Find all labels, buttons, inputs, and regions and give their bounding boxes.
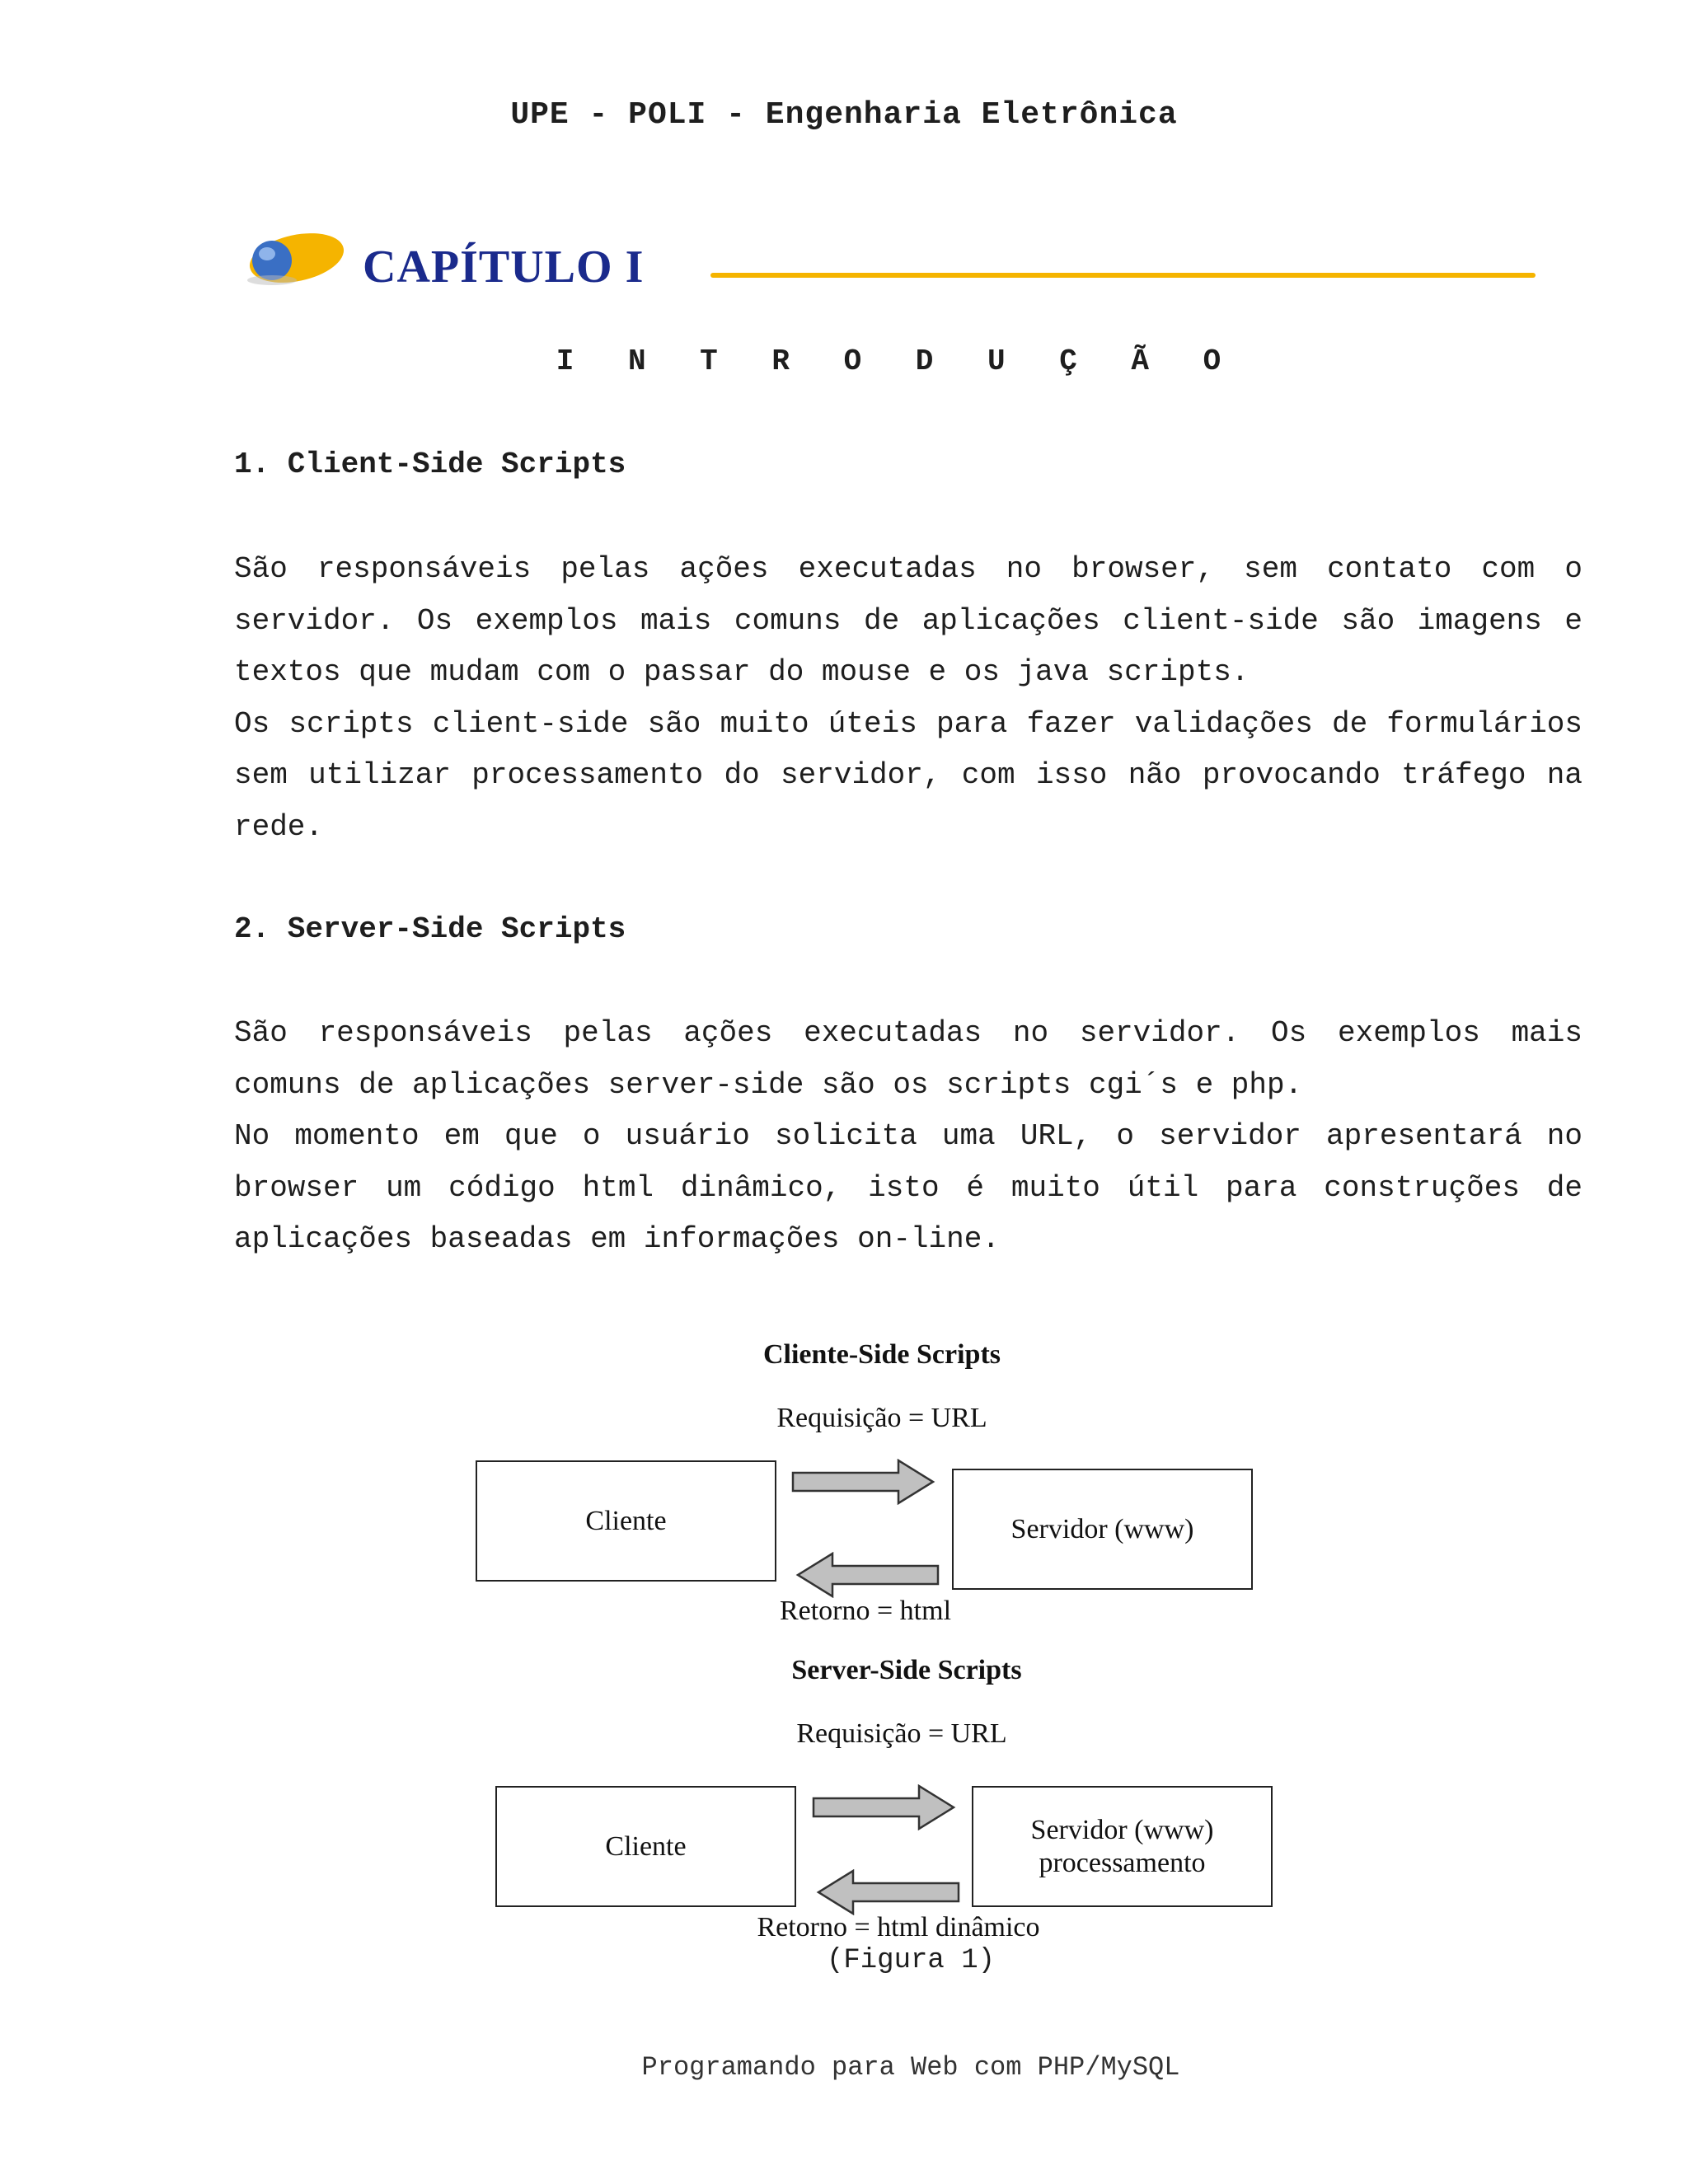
diagram1-client-box: Cliente — [476, 1460, 776, 1582]
section1-paragraph-1: São responsáveis pelas ações executadas no browser, sem contato com o servidor. Os exemplos mais comuns de aplicações client-side são imagens e textos que mudam com o passar do mouse e os java scripts. — [234, 552, 1582, 689]
diagram2-server-label-line2: processamento — [1039, 1847, 1206, 1878]
diagram2-request-arrow-icon — [812, 1784, 960, 1830]
diagram1-request-arrow-icon — [791, 1459, 940, 1505]
diagram2-return-arrow-icon — [812, 1869, 960, 1915]
section2-body — [234, 1008, 1582, 1266]
globe-swoosh-icon — [247, 226, 349, 291]
figure-caption: (Figura 1) — [826, 1945, 996, 1976]
section-heading-client-side: 1. Client-Side Scripts — [234, 448, 626, 481]
diagram1-request-label: Requisição = URL — [776, 1403, 987, 1433]
section2-paragraph-2: No momento em que o usuário solicita uma URL, o servidor apresentará no browser um código html dinâmico, isto é muito útil para construções de aplicações baseadas em informações on-line. — [234, 1119, 1582, 1256]
diagram2-server-label-line1: Servidor (www) — [1030, 1814, 1214, 1845]
diagram2-client-box: Cliente — [495, 1786, 796, 1907]
section-heading-server-side: 2. Server-Side Scripts — [234, 912, 626, 946]
chapter-title: CAPÍTULO I — [363, 241, 645, 293]
page-header: UPE - POLI - Engenharia Eletrônica — [510, 97, 1178, 133]
diagram2-server-box — [972, 1786, 1273, 1907]
section1-paragraph-2: Os scripts client-side são muito úteis para fazer validações de formulários sem utilizar processamento do servidor, com isso não provocando tráfego na rede. — [234, 706, 1582, 844]
diagram1-return-arrow-icon — [791, 1552, 940, 1598]
diagram1-return-label: Retorno = html — [779, 1596, 952, 1626]
diagram1-server-box: Servidor (www) — [952, 1469, 1253, 1590]
diagram2-return-label: Retorno = html dinâmico — [757, 1912, 1040, 1943]
section2-paragraph-1: São responsáveis pelas ações executadas no servidor. Os exemplos mais comuns de aplicações server-side são os scripts cgi´s e php. — [234, 1016, 1582, 1102]
diagram2-title: Server-Side Scripts — [791, 1655, 1022, 1685]
section1-body — [234, 544, 1582, 853]
intro-title: I N T R O D U Ç Ã O — [556, 344, 1240, 378]
diagram1-title: Cliente-Side Scripts — [762, 1339, 1001, 1370]
diagram2-request-label: Requisição = URL — [796, 1718, 1007, 1749]
page-footer: Programando para Web com PHP/MySQL — [641, 2052, 1180, 2083]
